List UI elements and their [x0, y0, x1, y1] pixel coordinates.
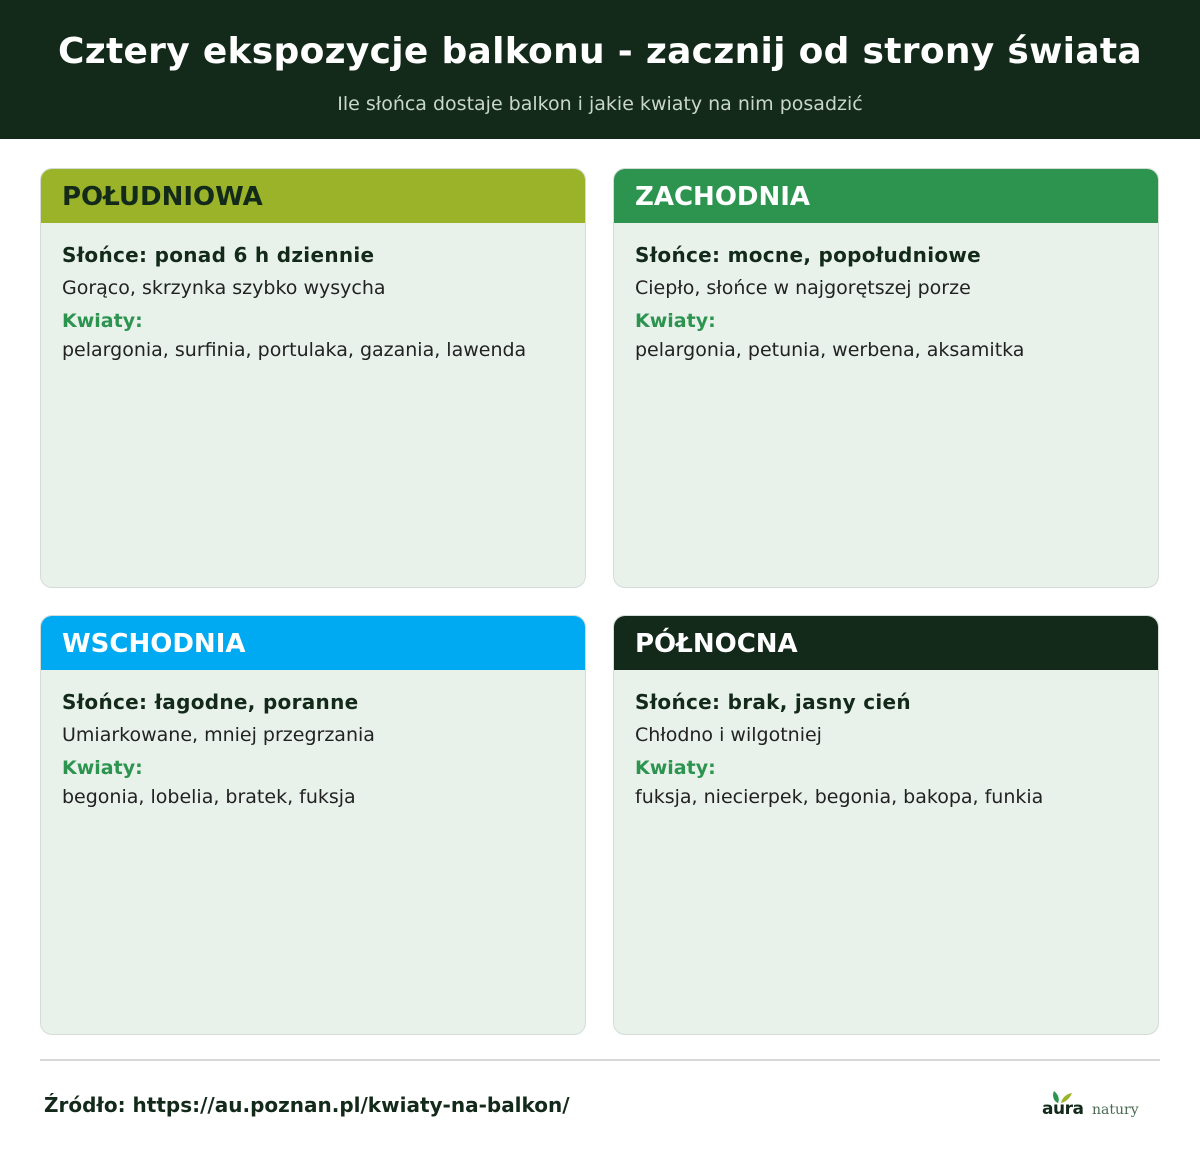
card-title: ZACHODNIA	[635, 182, 811, 212]
card-title: PÓŁNOCNA	[635, 629, 798, 659]
flowers-list: begonia, lobelia, bratek, fuksja	[62, 786, 356, 808]
page-subtitle: Ile słońca dostaje balkon i jakie kwiaty na nim posadzić	[337, 93, 863, 115]
sun-exposure-text: Słońce: mocne, popołudniowe	[635, 243, 982, 267]
flowers-label: Kwiaty:	[635, 310, 716, 332]
condition-text: Ciepło, słońce w najgorętszej porze	[635, 277, 971, 299]
sun-exposure-text: Słońce: łagodne, poranne	[62, 690, 359, 714]
card-header-band	[41, 616, 585, 670]
card-south	[40, 168, 586, 588]
flowers-list: fuksja, niecierpek, begonia, bakopa, funkia	[635, 786, 1044, 808]
page-title: Cztery ekspozycje balkonu - zacznij od strony świata	[57, 31, 1143, 72]
aura-natury-logo	[1040, 1090, 1140, 1122]
card-header-band	[614, 616, 1158, 670]
logo-brand-text: aura	[1042, 1099, 1084, 1119]
page-header	[0, 0, 1200, 139]
card-west	[613, 168, 1159, 588]
flowers-label: Kwiaty:	[62, 310, 143, 332]
card-east	[40, 615, 586, 1035]
condition-text: Umiarkowane, mniej przegrzania	[62, 724, 375, 746]
card-title: WSCHODNIA	[62, 629, 246, 659]
flowers-label: Kwiaty:	[62, 757, 143, 779]
condition-text: Chłodno i wilgotniej	[635, 724, 822, 746]
logo-tagline-text: natury	[1092, 1102, 1139, 1118]
condition-text: Gorąco, skrzynka szybko wysycha	[62, 277, 386, 299]
footer-divider	[40, 1059, 1160, 1061]
sun-exposure-text: Słońce: ponad 6 h dziennie	[62, 243, 375, 267]
flowers-list: pelargonia, surfinia, portulaka, gazania, lawenda	[62, 339, 527, 361]
flowers-list: pelargonia, petunia, werbena, aksamitka	[635, 339, 1025, 361]
card-header-band	[614, 169, 1158, 223]
card-header-band	[41, 169, 585, 223]
card-title: POŁUDNIOWA	[62, 182, 263, 212]
card-north	[613, 615, 1159, 1035]
flowers-label: Kwiaty:	[635, 757, 716, 779]
sun-exposure-text: Słońce: brak, jasny cień	[635, 690, 911, 714]
source-link[interactable]: Źródło: https://au.poznan.pl/kwiaty-na-balkon/	[44, 1093, 570, 1117]
